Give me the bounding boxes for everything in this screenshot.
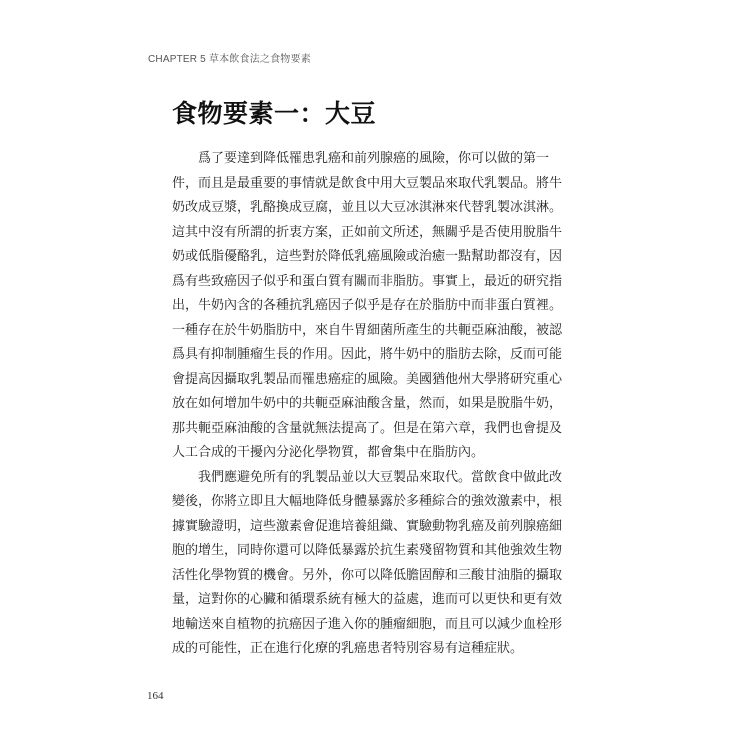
body-text [172,147,580,662]
text-line: 奶或低脂優酪乳，這些對於降低乳癌風險或治癒一點幫助都沒有，因 [172,249,563,264]
text-line: 爲了要達到降低罹患乳癌和前列腺癌的風險，你可以做的第一 [198,151,550,166]
text-line: 出，牛奶內含的各種抗乳癌因子似乎是存在於脂肪中而非蛋白質裡。 [172,298,563,313]
text-line: 變後，你將立即且大幅地降低身體暴露於多種綜合的強效激素中，根 [172,494,563,509]
text-line: 會提高因攝取乳製品而罹患癌症的風險。美國猶他州大學將研究重心 [172,371,563,387]
text-line: 爲有些致癌因子似乎和蛋白質有關而非脂肪。事實上，最近的研究指 [172,273,563,289]
text-line: 地輸送來自植物的抗癌因子進入你的腫瘤細胞，而且可以減少血栓形 [172,616,563,632]
text-line: 那共軛亞麻油酸的含量就無法提高了。但是在第六章，我們也會提及 [172,420,563,436]
text-line: 我們應避免所有的乳製品並以大豆製品來取代。當飲食中做此改 [198,469,563,485]
text-line: 成的可能性，正在進行化療的乳癌患者特別容易有這種症狀。 [172,641,524,656]
text-line: 一種存在於牛奶脂肪中，來自牛胃細菌所產生的共軛亞麻油酸，被認 [172,322,563,338]
running-header: CHAPTER 5 草本飲食法之食物要素 [148,54,311,65]
text-line: 人工合成的干擾內分泌化學物質，都會集中在脂肪內。 [172,445,485,460]
text-line: 件，而且是最重要的事情就是飲食中用大豆製品來取代乳製品。將牛 [172,175,563,191]
text-line: 胞的增生，同時你還可以降低暴露於抗生素殘留物質和其他強效生物 [172,543,563,558]
text-line: 據實驗證明，這些激素會促進培養組織、實驗動物乳癌及前列腺癌細 [172,518,563,534]
text-line: 爲具有抑制腫瘤生長的作用。因此，將牛奶中的脂肪去除，反而可能 [172,347,563,362]
section-title: 食物要素一：大豆 [172,99,377,128]
text-line: 這其中沒有所謂的折衷方案，正如前文所述，無關乎是否使用脫脂牛 [172,224,563,240]
text-line: 活性化學物質的機會。另外，你可以降低膽固醇和三酸甘油脂的攝取 [172,567,563,583]
paragraph [172,147,580,466]
paragraph [172,466,580,662]
text-line: 放在如何增加牛奶中的共軛亞麻油酸含量，然而，如果是脫脂牛奶， [172,396,563,411]
page-number: 164 [147,690,164,702]
text-line: 奶改成豆漿，乳酪換成豆腐，並且以大豆冰淇淋來代替乳製冰淇淋。 [172,200,563,215]
text-line: 量，這對你的心臟和循環系統有極大的益處，進而可以更快和更有效 [172,592,563,607]
